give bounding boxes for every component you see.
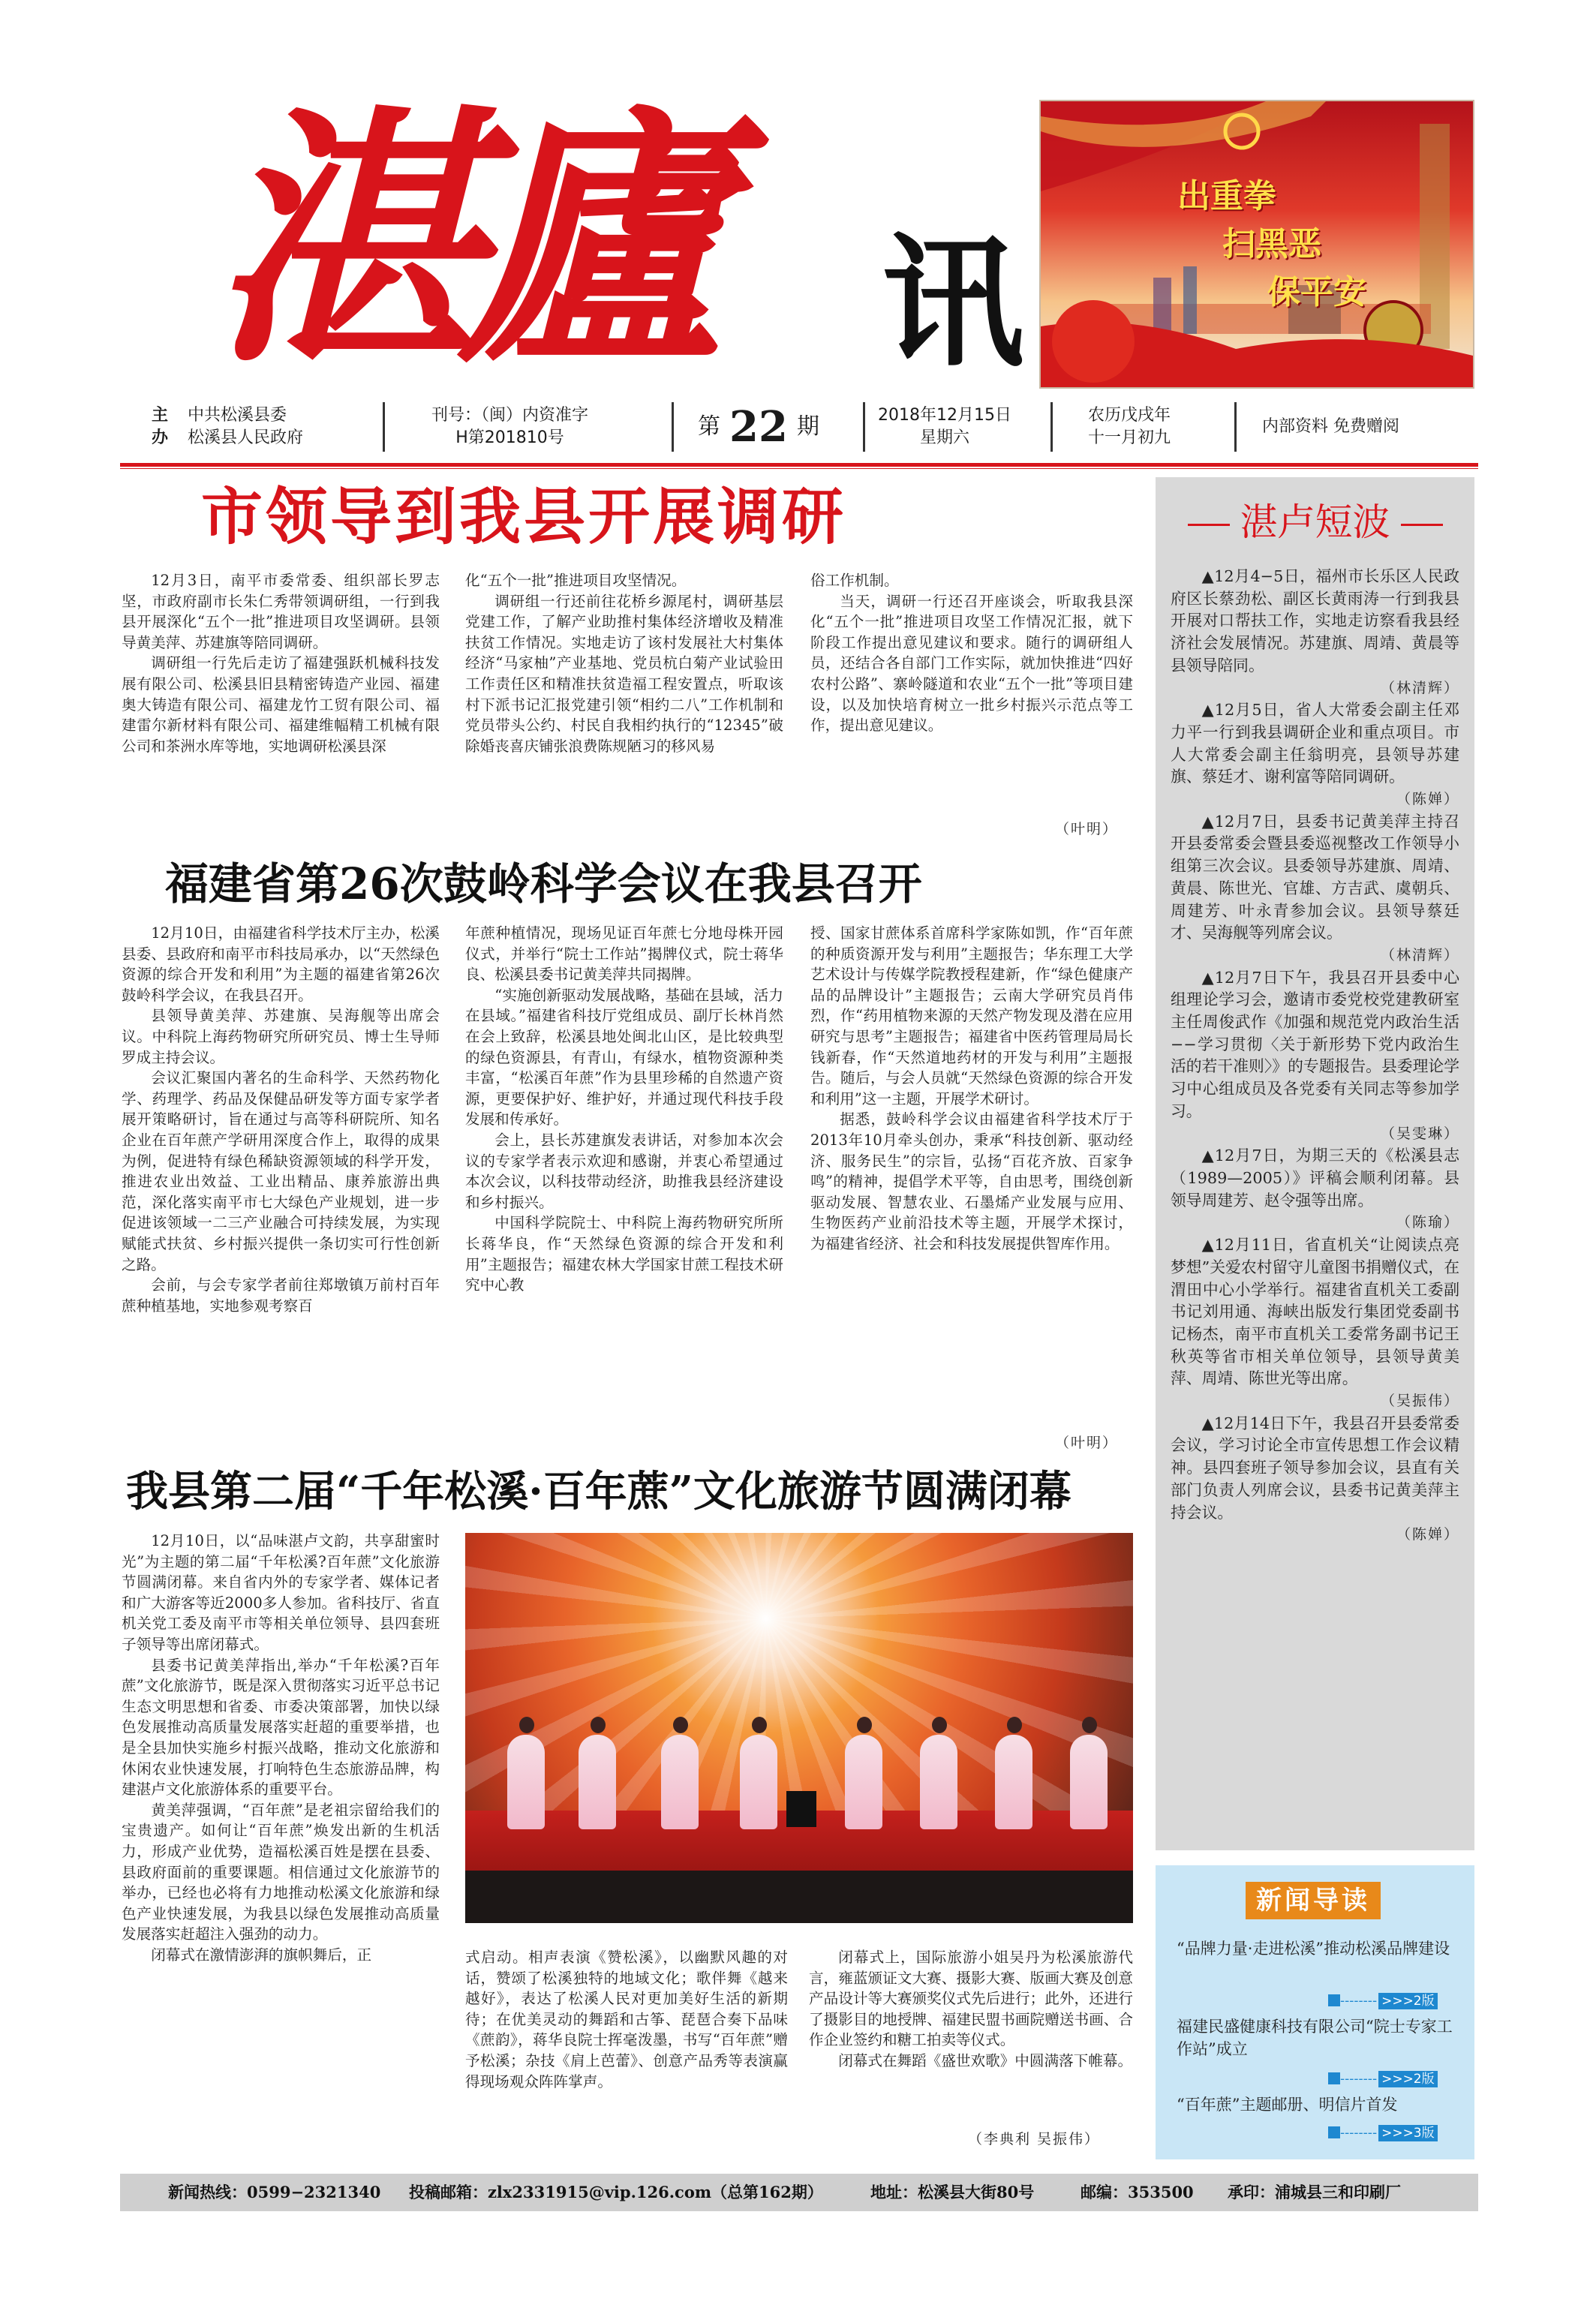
square-bullet-icon xyxy=(1328,2072,1340,2084)
anti-crime-poster xyxy=(1039,100,1474,389)
paragraph: 会前，与会专家学者前往郑墩镇万前村百年蔗种植基地，实地参观考察百 xyxy=(122,1276,440,1315)
guide-item[interactable]: 福建民盛健康科技有限公司“院士专家工作站”成立 xyxy=(1177,2018,1453,2058)
footer-printer: 承印：浦城县三和印刷厂 xyxy=(1228,2183,1401,2201)
dancer-figure xyxy=(915,1717,962,1829)
guide-page-link[interactable]: -------- >>>2版 xyxy=(1328,1993,1456,2009)
dancer-figure xyxy=(735,1717,782,1829)
guide-page-link[interactable]: -------- >>>2版 xyxy=(1328,2071,1456,2087)
footer-postcode: 邮编：353500 xyxy=(1081,2183,1194,2201)
paragraph: 授、国家甘蔗体系首席科学家陈如凯，作“百年蔗的种质资源开发与利用”主题报告；华东理工大学艺术设计与传媒学院教授程建新，作“绿色健康产品的品牌设计”主题报告；云南大学研究员肖伟烈，作“药用植物来源的天然产物发现及潜在应用研究与思考”主题报告；福建省中医药管理局局长钱新春，作“天然道地药材的开发与利用”主题报告。随后，与会人员就“天然绿色资源的综合开发和利用”这一主题，开展学术研讨。 xyxy=(810,924,1133,1107)
guide-page-link[interactable]: -------- >>>3版 xyxy=(1328,2125,1456,2141)
brief-item: ▲12月7日下午，我县召开县委中心组理论学习会，邀请市委党校党建教研室主任周俊武作《加强和规范党内政治生活−−学习贯彻〈关于新形势下党内政治生活的若干准则〉》的专题报告。县委理论学习中心组成员及各党委有关同志等参加学习。 （吴雯琳） xyxy=(1171,967,1459,1146)
article3-col2 xyxy=(465,1947,788,2092)
news-guide-box xyxy=(1156,1865,1474,2159)
masthead-title: 湛廬 xyxy=(210,81,705,398)
brief-byline: （吴雯琳） xyxy=(1380,1125,1459,1142)
article1-byline: （叶明） xyxy=(1055,821,1119,837)
issue-date: 2018年12月15日 星期六 xyxy=(878,406,1011,447)
brief-byline: （陈婵） xyxy=(1396,1526,1459,1543)
dancer-figure xyxy=(503,1717,549,1829)
paragraph: 黄美萍强调，“百年蔗”是老祖宗留给我们的宝贵遗产。如何让“百年蔗”焕发出新的生机活力，形成产业优势，造福松溪百姓是摆在县委、县政府面前的重要课题。相信通过文化旅游节的举办，已经也必将有力地推动松溪文化旅游和绿色产业快速发展，为我县以绿色发展推动高质量发展落实赶超注入强劲的动力。 xyxy=(122,1801,440,1943)
brief-byline: （吴振伟） xyxy=(1380,1393,1459,1410)
guide-item[interactable]: “百年蔗”主题邮册、明信片首发 xyxy=(1177,2096,1398,2114)
poster-slogan: 保平安 xyxy=(1267,273,1366,311)
dancer-figure xyxy=(657,1717,703,1829)
paragraph: 闭幕式在舞蹈《盛世欢歌》中圆满落下帷幕。 xyxy=(838,2051,1133,2069)
paragraph: 闭幕式在激情澎湃的旗帜舞后，正 xyxy=(151,1946,372,1964)
article2-col2 xyxy=(465,923,783,1296)
paragraph: 年蔗种植情况，现场见证百年蔗七分地母株开园仪式，并举行“院士工作站”揭牌仪式，院士蒋华良、松溪县委书记黄美萍共同揭牌。 xyxy=(465,924,783,984)
article1-col2 xyxy=(465,570,783,756)
article1-col1 xyxy=(122,570,440,756)
news-briefs-sidebar xyxy=(1156,477,1474,1850)
footer-address: 地址：松溪县大街80号 xyxy=(870,2183,1035,2201)
sponsor-label: 主 办 xyxy=(152,406,169,447)
article3-col1 xyxy=(122,1531,440,1965)
footer-email: 投稿邮箱：zlx2331915@vip.126.com（总第162期） xyxy=(409,2183,823,2201)
article2-byline: （叶明） xyxy=(1055,1435,1119,1451)
issue-number: 第 22 期 xyxy=(698,402,819,452)
news-guide-title: 新闻导读 xyxy=(1246,1882,1381,1919)
article3-byline: （李典利 吴振伟） xyxy=(968,2131,1101,2147)
paragraph: 县委书记黄美萍指出,举办“千年松溪?百年蔗”文化旅游节，既是深入贯彻落实习近平总书记生态文明思想和省委、市委决策部署，加快以绿色发展推动高质量发展落实赶超的重要举措，也是全县加快实施乡村振兴战略，推动文化旅游和休闲农业快速发展，打响特色生态旅游品牌，构建湛卢文化旅游体系的重要平台。 xyxy=(122,1656,440,1799)
issue-info-bar xyxy=(120,398,1478,456)
paragraph: 式启动。相声表演《赞松溪》，以幽默风趣的对话，赞颂了松溪独特的地域文化；歌伴舞《越来越好》，表达了松溪人民对更加美好生活的新期待；在优美灵动的舞蹈和古筝、琵琶合奏下品味《蔗韵》，蒋华良院士挥毫泼墨，书写“百年蔗”赠予松溪；杂技《肩上芭蕾》、创意产品秀等表演赢得现场观众阵阵掌声。 xyxy=(465,1949,788,2090)
footer-hotline: 新闻热线：0599−2321340 xyxy=(168,2183,381,2201)
poster-slogan: 出重拳 xyxy=(1177,177,1276,215)
audience xyxy=(465,1871,1133,1923)
brief-item: ▲12月11日，省直机关“让阅读点亮梦想”关爱农村留守儿童图书捐赠仪式，在渭田中心小学举行。福建省直机关工委副书记刘用通、海峡出版发行集团党委副书记杨杰，南平市直机关工委常务副书记王秋英等省市相关单位领导，县领导黄美萍、周靖、陈世光等出席。 （吴振伟） xyxy=(1171,1234,1459,1413)
paragraph: 中国科学院院士、中科院上海药物研究所所长蒋华良，作“天然绿色资源的综合开发和利用”主题报告；福建农林大学国家甘蔗工程技术研究中心教 xyxy=(465,1214,783,1294)
dancer-figure xyxy=(990,1717,1037,1829)
paragraph: 据悉，鼓岭科学会议由福建省科学技术厅于2013年10月牵头创办，秉承“科技创新、驱动经济、服务民生”的宗旨，弘扬“百花齐放、百家争鸣”的精神，提倡学术平等，自由思考，围绕创新驱动发展、智慧农业、石墨烯产业发展与应用、生物医药产业前沿技术等主题，开展学术探讨，为福建省经济、社会和科技发展提供智库作用。 xyxy=(810,1110,1133,1252)
article1-headline: 市领导到我县开展调研 xyxy=(201,482,847,553)
masthead xyxy=(120,81,1035,398)
brief-item: ▲12月4−5日，福州市长乐区人民政府区长蔡劲松、副区长黄雨涛一行到我县开展对口帮扶工作，实地走访察看我县经济社会发展情况。苏建旗、周靖、黄晨等县领导陪同。 （林清辉） xyxy=(1171,566,1459,699)
paragraph: 会议汇聚国内著名的生命科学、天然药物化学、药理学、药品及保健品研发等方面专家学者展开策略研讨，旨在通过与高等科研院所、知名企业在百年蔗产学研用深度合作上，取得的成果为例，促进特有绿色稀缺资源领域的科学开发，推进农业出效益、工业出精品、康养旅游出典范，深化落实南平市七大绿色产业规划，进一步促进该领域一二三产业融合可持续发展，为实现赋能式扶贫、乡村振兴提供一条切实可行性创新之路。 xyxy=(122,1069,440,1273)
paragraph: 调研组一行先后走访了福建强跃机械科技发展有限公司、松溪县旧县精密铸造产业园、福建奥大铸造有限公司、福建龙竹工贸有限公司、福建雷尔新材料有限公司、福建维幅精工机械有限公司和茶洲水库等地，实地调研松溪县深 xyxy=(122,654,440,755)
poster-slogans xyxy=(1041,173,1473,317)
paragraph: 当天，调研一行还召开座谈会，听取我县深化“五个一批”推进项目攻坚工作情况汇报，就下阶段工作提出意见建议和要求。随行的调研组人员，还结合各自部门工作实际，就加快推进“四好农村公路”、寨岭隧道和农业“五个一批”等项目建设，以及加快培育树立一批乡村振兴示范点等工作，提出意见建议。 xyxy=(810,592,1133,735)
sidebar-briefs xyxy=(1171,566,1459,1546)
brief-item: ▲12月14日下午，我县召开县委常委会议，学习讨论全市宣传思想工作会议精神。县四套班子领导参加会议，县直有关部门负责人列席会议，县委书记黄美萍主持会议。 （陈婵） xyxy=(1171,1413,1459,1546)
header-divider-thin xyxy=(120,468,1478,469)
article3-col3 xyxy=(809,1947,1133,2072)
paragraph: 俗工作机制。 xyxy=(810,572,899,589)
dancer-figure xyxy=(574,1717,621,1829)
distribution-note: 内部资料 免费赠阅 xyxy=(1262,417,1399,436)
paragraph: “实施创新驱动发展战略，基础在县域，活力在县域。”福建省科技厅党组成员、副厅长林肖然在会上致辞，松溪县地处闽北山区，是比较典型的绿色资源县，有青山，有绿水，植物资源种类丰富，“松溪百年蔗”作为县里珍稀的自然遗产资源，更要保护好、维护好，并通过现代科技手段发展和传承好。 xyxy=(465,986,783,1128)
paragraph: 12月10日，以“品味湛卢文韵，共享甜蜜时光”为主题的第二届“千年松溪?百年蔗”文化旅游节圆满闭幕。来自省内外的专家学者、媒体记者和广大游客等近2000多人参加。省科技厅、省直机关党工委及南平市等相关单位领导、县四套班子领导等出席闭幕式。 xyxy=(122,1532,440,1653)
brief-item: ▲12月7日，为期三天的《松溪县志（1989—2005）》评稿会顺利闭幕。县领导周建芳、赵令强等出席。 （陈瑜） xyxy=(1171,1145,1459,1234)
stage-speaker xyxy=(786,1791,816,1827)
brief-byline: （陈瑜） xyxy=(1396,1214,1459,1231)
paragraph: 闭幕式上，国际旅游小姐吴丹为松溪旅游代言，雍蓝颁证文大赛、摄影大赛、版画大赛及创意产品设计等大赛颁奖仪式先后进行；此外，还进行了摄影目的地授牌、福建民盟书画院赠送书画、合作企业签约和糖工拍卖等仪式。 xyxy=(809,1949,1133,2049)
paragraph: 12月3日，南平市委常委、组织部长罗志坚，市政府副市长朱仁秀带领调研组，一行到我县开展深化“五个一批”推进项目攻坚调研。县领导黄美萍、苏建旗等陪同调研。 xyxy=(122,572,440,651)
brief-item: ▲12月7日，县委书记黄美萍主持召开县委常委会暨县委巡视整改工作领导小组第三次会议。县委领导苏建旗、周靖、黄晨、陈世光、官雄、方吉武、虞朝兵、周建芳、叶永青参加会议。县领导蔡廷才、吴海舰等列席会议。 （林清辉） xyxy=(1171,811,1459,967)
paragraph: 会上，县长苏建旗发表讲话，对参加本次会议的专家学者表示欢迎和感谢，并衷心希望通过本次会议，以科技带动经济，助推我县经济建设和乡村振兴。 xyxy=(465,1131,783,1211)
footer-bar xyxy=(120,2174,1478,2211)
article2-headline: 福建省第26次鼓岭科学会议在我县召开 xyxy=(165,858,922,909)
sponsor: 中共松溪县委 松溪县人民政府 xyxy=(188,406,304,447)
sidebar-title: 湛卢短波 xyxy=(1156,500,1474,545)
square-bullet-icon xyxy=(1328,1994,1340,2006)
brief-byline: （陈婵） xyxy=(1396,791,1459,808)
paragraph: 化“五个一批”推进项目攻坚情况。 xyxy=(465,572,687,589)
dancer-figure xyxy=(1066,1717,1112,1829)
header-divider xyxy=(120,463,1478,467)
brief-item: ▲12月5日，省人大常委会副主任邓力平一行到我县调研企业和重点项目。市人大常委会副主任翁明亮，县领导苏建旗、蔡廷才、谢利富等陪同调研。 （陈婵） xyxy=(1171,699,1459,811)
masthead-title-suffix: 讯 xyxy=(882,221,1025,386)
brief-byline: （林清辉） xyxy=(1380,679,1459,696)
article1-col3 xyxy=(810,570,1133,736)
square-bullet-icon xyxy=(1328,2126,1340,2138)
brief-byline: （林清辉） xyxy=(1380,946,1459,963)
lunar-date: 农历戊戌年 十一月初九 xyxy=(1088,406,1171,447)
paragraph: 县领导黄美萍、苏建旗、吴海舰等出席会议。中科院上海药物研究所研究员、博士生导师罗成主持会议。 xyxy=(122,1007,440,1066)
paragraph: 12月10日，由福建省科学技术厅主办，松溪县委、县政府和南平市科技局承办，以“天然绿色资源的综合开发和利用”为主题的福建省第26次鼓岭科学会议，在我县召开。 xyxy=(122,924,440,1004)
article3-headline: 我县第二届“千年松溪·百年蔗”文化旅游节圆满闭幕 xyxy=(126,1467,1072,1516)
guide-item[interactable]: “品牌力量·走进松溪”推动松溪品牌建设 xyxy=(1177,1940,1450,1958)
dancer-figure xyxy=(840,1717,887,1829)
license-no: 刊号：（闽）内资准字 H第201810号 xyxy=(431,406,589,447)
poster-slogan: 扫黑恶 xyxy=(1222,225,1321,263)
paragraph: 调研组一行还前往花桥乡源尾村，调研基层党建工作，了解产业助推村集体经济增收及精准扶贫工作情况。实地走访了该村发展社大村集体经济“马家柚”产业基地、党员杭白菊产业试验田工作责任区和精准扶贫造福工程安置点，听取该村下派书记汇报党建引领“相约二八”工作机制和党员带头公约、村民自我相约执行的“12345”破除婚丧喜庆铺张浪费陈规陋习的移风易 xyxy=(465,592,783,755)
article2-col3 xyxy=(810,923,1133,1255)
article2-col1 xyxy=(122,923,440,1316)
festival-stage-photo xyxy=(465,1533,1133,1923)
